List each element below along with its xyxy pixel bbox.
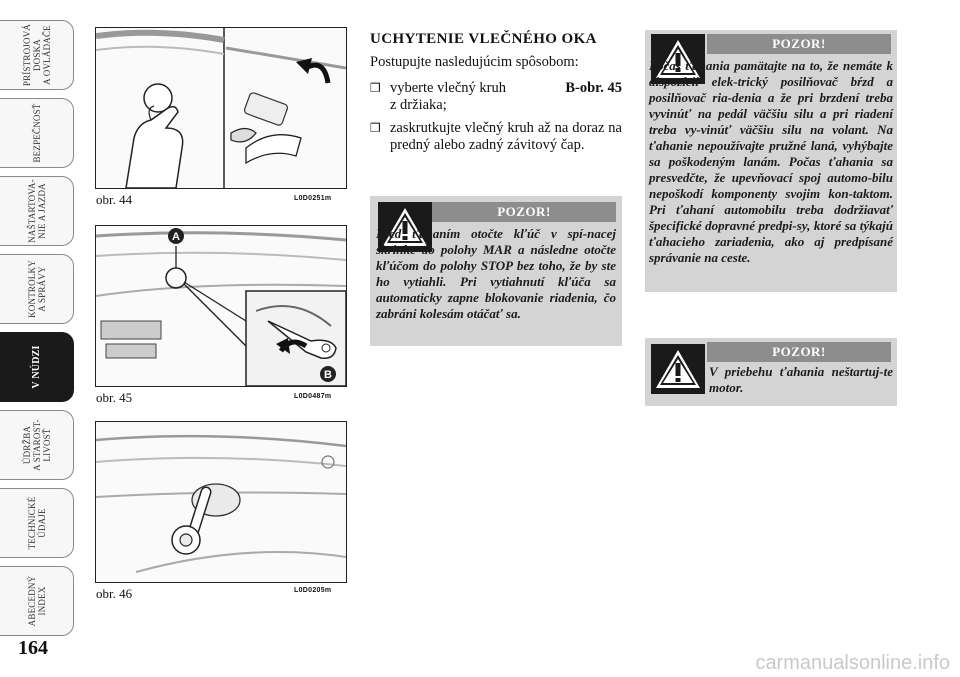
warning-heading: POZOR!	[707, 34, 891, 54]
warning-triangle-icon	[651, 344, 705, 394]
checkbox-bullet-icon: ❒	[370, 121, 381, 135]
warning-box-towing	[645, 30, 897, 292]
warning-heading: POZOR!	[432, 202, 616, 222]
tab-bezpecnost[interactable]: BEZPEČNOSŤ	[0, 98, 74, 168]
bumper-hook-location-illustration	[96, 226, 346, 386]
figure-44-image	[95, 27, 347, 189]
warning-box-engine	[645, 338, 897, 406]
figure-46-image	[95, 421, 347, 583]
watermark: carmanualsonline.info	[755, 652, 950, 674]
step-1-ref: B-obr. 45	[565, 80, 622, 96]
figure-45-caption: obr. 45	[96, 390, 133, 405]
warning-box-key	[370, 196, 622, 346]
figure-44-caption: obr. 44	[96, 192, 133, 207]
svg-text:B: B	[324, 369, 332, 381]
figure-45-image	[95, 225, 347, 387]
step-2-text: zaskrutkujte vlečný kruh až na doraz na predný alebo zadný závitový čap.	[390, 120, 622, 153]
tab-pristrojova-doska[interactable]: PRÍSTROJOVÁ DOSKA A OVLÁDAČE	[0, 20, 74, 90]
warning-heading: POZOR!	[707, 342, 891, 362]
checkbox-bullet-icon: ❒	[370, 81, 381, 95]
figure-46-caption: obr. 46	[96, 586, 133, 601]
tab-nastartovanie[interactable]: NAŠTARTOVA- NIE A JAZDA	[0, 176, 74, 246]
tab-kontrolky[interactable]: KONTROLKY A SPRÁVY	[0, 254, 74, 324]
svg-text:A: A	[172, 231, 180, 243]
step-2	[370, 120, 622, 154]
warning-text: Pred ťahaním otočte kľúč v spí-nacej skrinke do polohy MAR a následne otočte kľúčom do polohy STOP bez toho, že by ste ho vytiahli. Pri vytiahnutí kľúča sa automaticky zapne blokovanie riadenia, čo zabráni kolesám otáčať sa.	[376, 226, 616, 321]
section-title: UCHYTENIE VLEČNÉHO OKA	[370, 31, 597, 47]
tab-abecedny-index[interactable]: ABECEDNÝ INDEX	[0, 566, 74, 636]
warning-text: Počas ťahania pamätajte na to, že nemáte k dispozícii elek-trický posilňovač bŕzd a posilňovač ria-denia a že pri brzdení treba vyvinúť na pedál väčšiu silu a pri riadení treba vy-vinúť väčšiu silu na volant. Na ťahanie nepoužívajte pružné laná, vyhýbajte sa poškodeným lanám. Počas ťahania sa presvedčte, že upevňovací spoj automo-bilu nepoškodí komponenty svojim kon-taktom. Pri ťahaní automobilu treba dodržiavať špecifické dopravné predpi-sy, ktoré sa týkajú ťahacieho zariadenia, ako aj predpísané správanie na ceste.	[649, 58, 893, 265]
tab-udrzba[interactable]: ÚDRŽBA A STAROST- LIVOSŤ	[0, 410, 74, 480]
tab-v-nudzi[interactable]: V NÚDZI	[0, 332, 74, 402]
figure-44-code: L0D0251m	[294, 195, 332, 202]
tab-technicke-udaje[interactable]: TECHNICKÉ ÚDAJE	[0, 488, 74, 558]
step-1-text: vyberte vlečný kruh	[390, 80, 506, 96]
screwed-tow-hook-illustration	[96, 422, 346, 582]
page-number: 164	[18, 637, 48, 659]
section-intro: Postupujte nasledujúcim spôsobom:	[370, 54, 579, 70]
step-1	[370, 80, 622, 114]
figure-46-code: L0D0205m	[294, 587, 332, 594]
warning-text: V priebehu ťahania neštartuj-te motor.	[709, 364, 893, 395]
hand-removing-cover-illustration	[96, 28, 346, 188]
figure-45-code: L0D0487m	[294, 393, 332, 400]
step-1-rest: z držiaka;	[390, 97, 447, 113]
